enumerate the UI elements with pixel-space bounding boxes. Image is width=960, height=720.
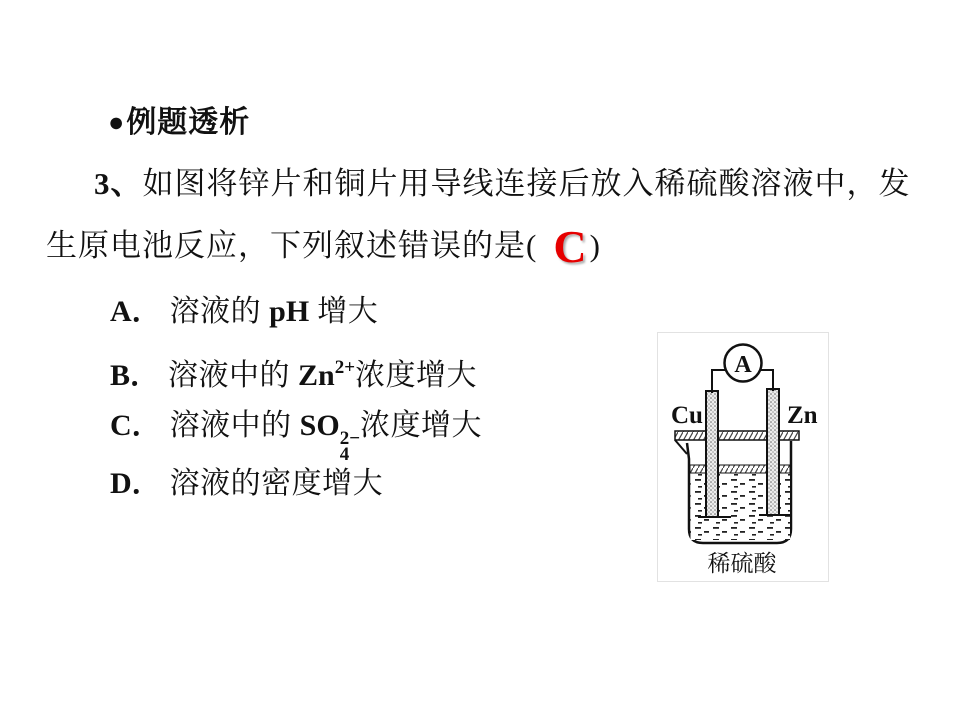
question-text-1: 如图将锌片和铜片用导线连接后放入稀硫酸溶液中，发 (142, 166, 911, 201)
option-b-latin: Zn (298, 359, 335, 392)
option-d-text: 溶液的密度增大 (169, 467, 384, 500)
option-b-post: 浓度增大 (355, 359, 478, 392)
answer-letter: C (553, 221, 588, 272)
bullet-icon: ● (108, 107, 126, 137)
solution-label: 稀硫酸 (707, 551, 777, 576)
beaker-rim (675, 431, 799, 440)
galvanic-cell-diagram (657, 332, 829, 582)
option-c-label: C． (110, 409, 162, 442)
option-c-text: 溶液中的 (169, 409, 300, 442)
option-a-text: 溶液的 (169, 295, 270, 328)
zn-label: Zn (787, 402, 818, 429)
cu-electrode (706, 391, 718, 517)
option-b-text: 溶液中的 (168, 359, 299, 392)
galvanic-cell-svg (658, 333, 828, 581)
option-d (110, 466, 383, 502)
section-heading-text: 例题透析 (126, 106, 251, 139)
option-c-subscript: 4 (339, 443, 350, 465)
option-c-subsup (339, 428, 361, 465)
close-paren: ) (589, 228, 601, 263)
option-c-latin: SO (299, 409, 340, 442)
ammeter-label: A (734, 352, 752, 378)
option-a-post: 增大 (309, 295, 379, 328)
option-c (110, 408, 483, 465)
question-line-1 (94, 164, 911, 204)
option-c-post: 浓度增大 (360, 409, 483, 442)
beaker (675, 431, 799, 543)
zn-electrode (767, 389, 779, 515)
option-d-label: D． (110, 467, 162, 500)
option-a-label: A． (110, 295, 162, 328)
beaker-spout (675, 440, 687, 454)
cu-label: Cu (671, 402, 703, 429)
option-c-superscript: 2− (339, 428, 361, 449)
option-b-label: B． (110, 359, 161, 392)
option-a (110, 294, 378, 330)
question-line-2 (46, 221, 601, 272)
section-heading (108, 97, 250, 141)
question-text-2: 生原电池反应，下列叙述错误的是( (46, 228, 538, 263)
option-b-superscript: 2+ (334, 357, 356, 378)
question-number: 3、 (94, 166, 143, 201)
option-b (110, 350, 477, 394)
option-a-latin: pH (269, 295, 310, 328)
